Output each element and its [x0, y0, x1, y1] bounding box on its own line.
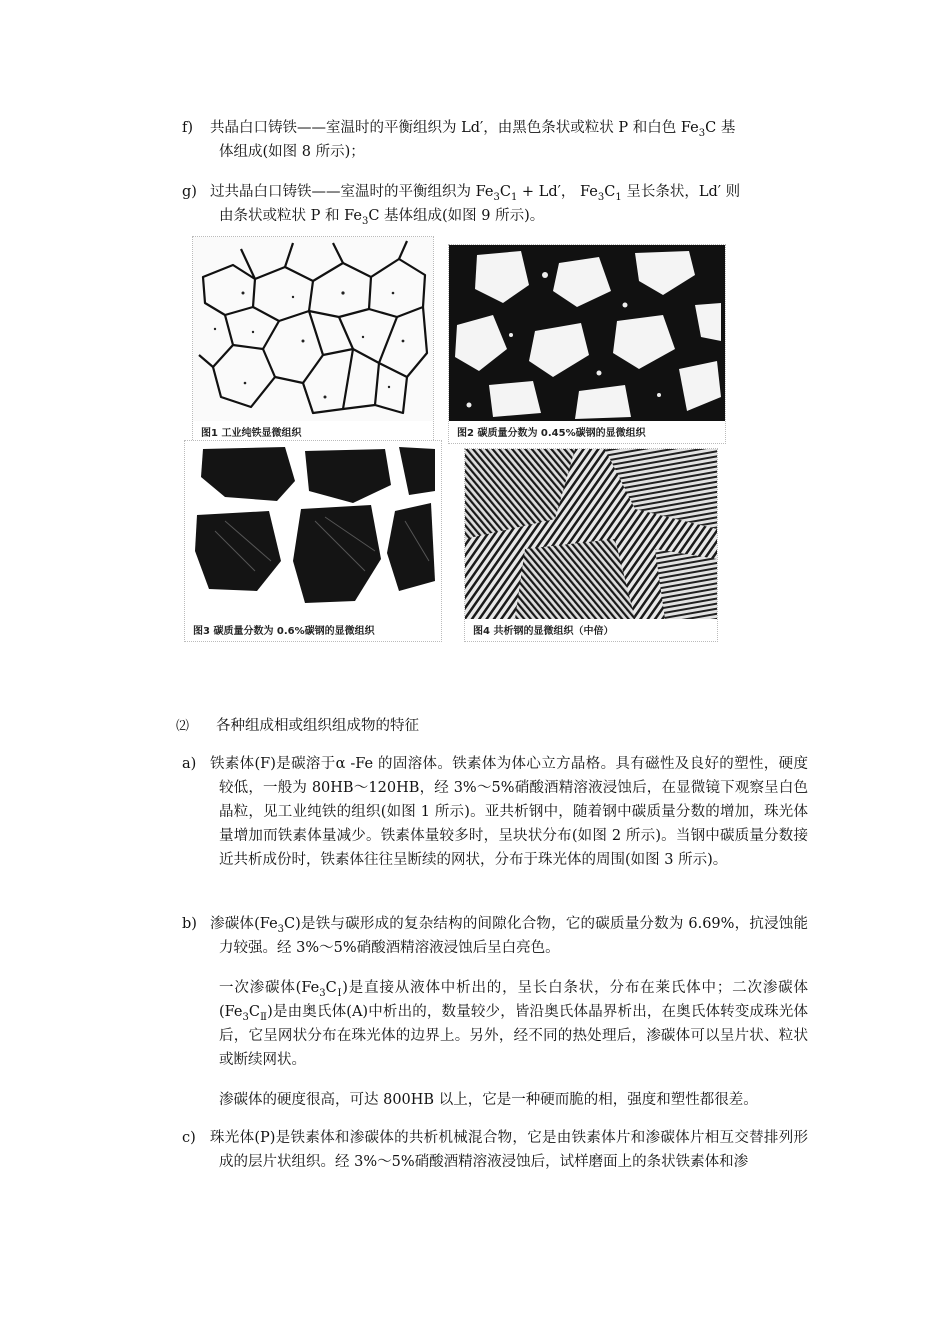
figure-3 [184, 440, 442, 642]
item-f [182, 116, 808, 164]
figure-1 [192, 236, 434, 444]
item-c-label: c) [182, 1130, 196, 1146]
figure-3-micrograph [185, 441, 441, 619]
item-g-label: g) [182, 184, 197, 200]
item-c [182, 1126, 808, 1174]
section-heading [176, 714, 419, 739]
item-f-label: f) [182, 120, 194, 136]
item-g-text: 过共晶白口铸铁——室温时的平衡组织为 $Fe_3C_1 + Ld'$， $Fe_3C_1$ 呈长条状，Ld′ 则 由条状或粒状 P 和 $Fe_3C$ 基体组成(如图 9 所示)。 [210, 184, 741, 227]
item-g [182, 180, 808, 228]
item-b [182, 912, 808, 960]
item-b-para-3: 渗碳体的硬度很高，可达 800HB 以上，它是一种硬而脆的相，强度和塑性都很差。 [219, 1092, 758, 1108]
section-title: 各种组成相或组织组成物的特征 [216, 718, 419, 734]
figure-4 [464, 448, 718, 642]
figure-1-caption: 图1 工业纯铁显微组织 [201, 428, 302, 439]
figure-4-caption: 图4 共析钢的显微组织（中倍） [473, 626, 614, 637]
item-f-text: 共晶白口铸铁——室温时的平衡组织为 Ld′，由黑色条状或粒状 P 和白色 $Fe_3C$ 基 体组成(如图 8 所示)； [210, 120, 736, 160]
figure-2-caption: 图2 碳质量分数为 0.45%碳钢的显微组织 [457, 428, 646, 439]
item-b-label: b) [182, 916, 197, 932]
figure-2-micrograph [449, 245, 725, 421]
item-a-text: 铁素体(F)是碳溶于α -Fe 的固溶体。铁素体为体心立方晶格。具有磁性及良好的塑性，硬度较低，一般为 80HB～120HB，经 3%～5%硝酸酒精溶液浸蚀后，在显微镜下观察呈白色晶粒，见工业纯铁的组织(如图 1 所示)。亚共析钢中，随着钢中碳质量分数的增加，珠光体量增加而铁素体量减少。铁素体量较多时，呈块状分布(如图 2 所示)。当钢中碳质量分数接近共析成份时，铁素体往往呈断续的网状，分布于珠光体的周围(如图 3 所示)。 [210, 756, 808, 868]
figure-3-caption: 图3 碳质量分数为 0.6%碳钢的显微组织 [193, 626, 375, 637]
figure-2 [448, 244, 726, 444]
figure-4-micrograph [465, 449, 717, 619]
figure-1-micrograph [193, 237, 433, 421]
item-a-label: a) [182, 756, 197, 772]
item-b-para-2: 一次渗碳体$(Fe_3C_Ⅰ)$是直接从液体中析出的，呈长白条状，分布在莱氏体中；二次渗碳体$(Fe_3C_Ⅱ)$是由奥氏体(A)中析出的，数量较少，皆沿奥氏体晶界析出，在奥氏体转变成珠光体后，它呈网状分布在珠光体的边界上。另外，经不同的热处理后，渗碳体可以呈片状、粒状或断续网状。 [219, 980, 809, 1068]
item-c-text: 珠光体(P)是铁素体和渗碳体的共析机械混合物，它是由铁素体片和渗碳体片相互交替排列形成的层片状组织。经 3%～5%硝酸酒精溶液浸蚀后，试样磨面上的条状铁素体和渗 [210, 1130, 808, 1170]
item-a [182, 752, 808, 872]
item-b-text: 渗碳体$(Fe_3C)$是铁与碳形成的复杂结构的间隙化合物，它的碳质量分数为 6.69%，抗浸蚀能力较强。经 3%～5%硝酸酒精溶液浸蚀后呈白亮色。 [210, 916, 808, 956]
section-number: ⑵ [176, 719, 190, 734]
